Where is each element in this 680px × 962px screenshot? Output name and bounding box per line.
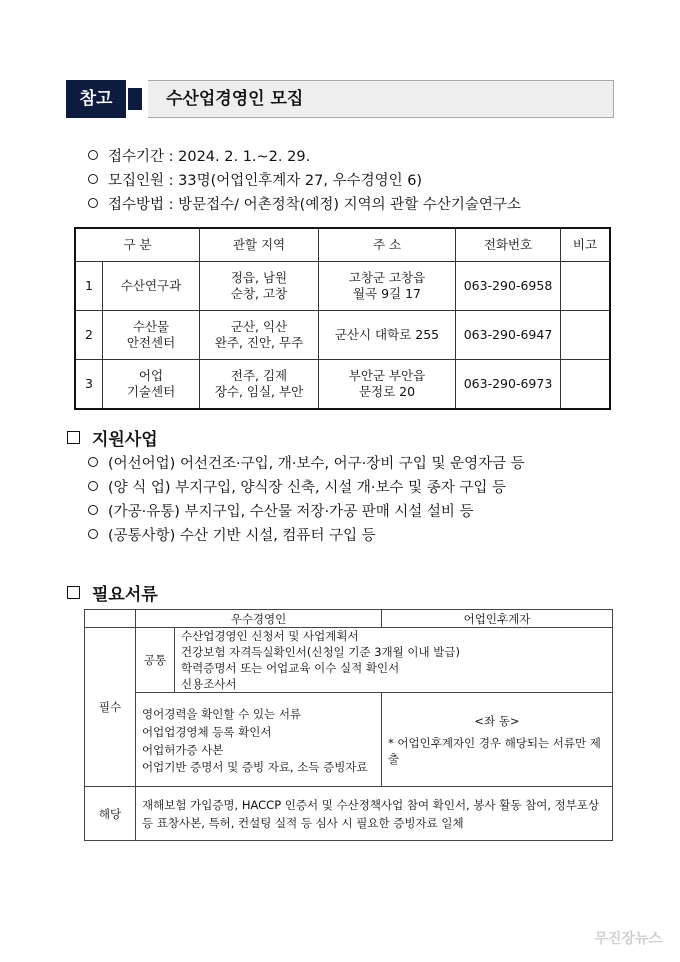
agency-phone: 063-290-6958	[456, 262, 561, 311]
col-header: 전화번호	[456, 228, 561, 262]
col-header: 주 소	[319, 228, 456, 262]
common-docs: 수산업경영인 신청서 및 사업계획서 건강보험 자격득실확인서(신청일 기준 3개월 이내 발급) 학력증명서 또는 어업교육 이수 실적 확인서 신용조사서	[175, 628, 613, 693]
agency-note	[561, 360, 611, 410]
page-title: 수산업경영인 모집	[166, 89, 304, 109]
common-label: 공통	[136, 628, 175, 693]
info-item: 접수방법 : 방문접수/ 어촌정착(예정) 지역의 관할 수산기술연구소	[88, 193, 521, 217]
support-item: (가공·유통) 부지구입, 수산물 저장·가공 판매 시설 설비 등	[88, 500, 525, 524]
support-item: (어선어업) 어선건조·구입, 개·보수, 어구·장비 구입 및 운영자금 등	[88, 452, 525, 476]
agency-address: 부안군 부안읍 문정로 20	[319, 360, 456, 410]
support-item: (공통사항) 수산 기반 시설, 컴퓨터 구입 등	[88, 524, 525, 548]
table-row	[85, 628, 613, 693]
table-row	[75, 262, 610, 311]
required-label: 필수	[85, 628, 136, 787]
documents-table	[84, 609, 613, 841]
circle-bullet-icon	[88, 505, 98, 515]
successor-docs: <좌 동> * 어업인후계자인 경우 해당되는 서류만 제출	[382, 693, 613, 787]
col-header: 비고	[561, 228, 611, 262]
info-item: 접수기간 : 2024. 2. 1.~2. 29.	[88, 145, 521, 169]
circle-bullet-icon	[88, 529, 98, 539]
table-header-row	[85, 610, 613, 628]
agency-note	[561, 311, 611, 360]
col-header: 구 분	[75, 228, 200, 262]
table-row	[75, 311, 610, 360]
agency-phone: 063-290-6947	[456, 311, 561, 360]
applicable-docs: 재해보험 가입증명, HACCP 인증서 및 수산정책사업 참여 확인서, 봉사 활동 참여, 정부포상 등 표창사본, 특허, 컨설팅 실적 등 심사 시 필요한 증빙자료 일체	[136, 787, 613, 841]
applicable-label: 해당	[85, 787, 136, 841]
info-list	[88, 145, 521, 217]
agency-name: 어업 기술센터	[103, 360, 200, 410]
section-header	[66, 80, 612, 118]
agency-address: 군산시 대학로 255	[319, 311, 456, 360]
agency-region: 전주, 김제 장수, 임실, 부안	[200, 360, 319, 410]
excellent-docs: 영어경력을 확인할 수 있는 서류 어업업경영체 등록 확인서 어업허가증 사본 어업기반 증명서 및 증빙 자료, 소득 증빙자료	[136, 693, 382, 787]
col-header: 어업인후계자	[382, 610, 613, 628]
support-section-title: 지원사업	[67, 425, 158, 450]
agency-name: 수산물 안전센터	[103, 311, 200, 360]
support-item: (양 식 업) 부지구입, 양식장 신축, 시설 개·보수 및 종자 구입 등	[88, 476, 525, 500]
circle-bullet-icon	[88, 457, 98, 467]
row-number: 3	[75, 360, 103, 410]
square-bullet-icon	[67, 586, 80, 599]
col-header: 관할 지역	[200, 228, 319, 262]
info-item: 모집인원 : 33명(어업인후계자 27, 우수경영인 6)	[88, 169, 521, 193]
circle-bullet-icon	[88, 481, 98, 491]
documents-section-title: 필요서류	[67, 580, 158, 605]
table-row	[85, 787, 613, 841]
agency-table	[74, 227, 611, 410]
agency-region: 군산, 익산 완주, 진안, 무주	[200, 311, 319, 360]
row-number: 1	[75, 262, 103, 311]
agency-phone: 063-290-6973	[456, 360, 561, 410]
header-accent	[126, 80, 148, 118]
agency-note	[561, 262, 611, 311]
col-header: 우수경영인	[136, 610, 382, 628]
agency-address: 고창군 고창읍 월곡 9길 17	[319, 262, 456, 311]
table-row	[75, 360, 610, 410]
circle-bullet-icon	[88, 150, 98, 160]
circle-bullet-icon	[88, 174, 98, 184]
circle-bullet-icon	[88, 198, 98, 208]
watermark-logo: 무진장뉴스	[594, 931, 662, 947]
table-row	[85, 693, 613, 787]
table-header-row	[75, 228, 610, 262]
agency-region: 정읍, 남원 순창, 고창	[200, 262, 319, 311]
row-number: 2	[75, 311, 103, 360]
reference-tag: 참고	[66, 80, 126, 118]
square-bullet-icon	[67, 431, 80, 444]
support-list	[88, 452, 525, 548]
agency-name: 수산연구과	[103, 262, 200, 311]
